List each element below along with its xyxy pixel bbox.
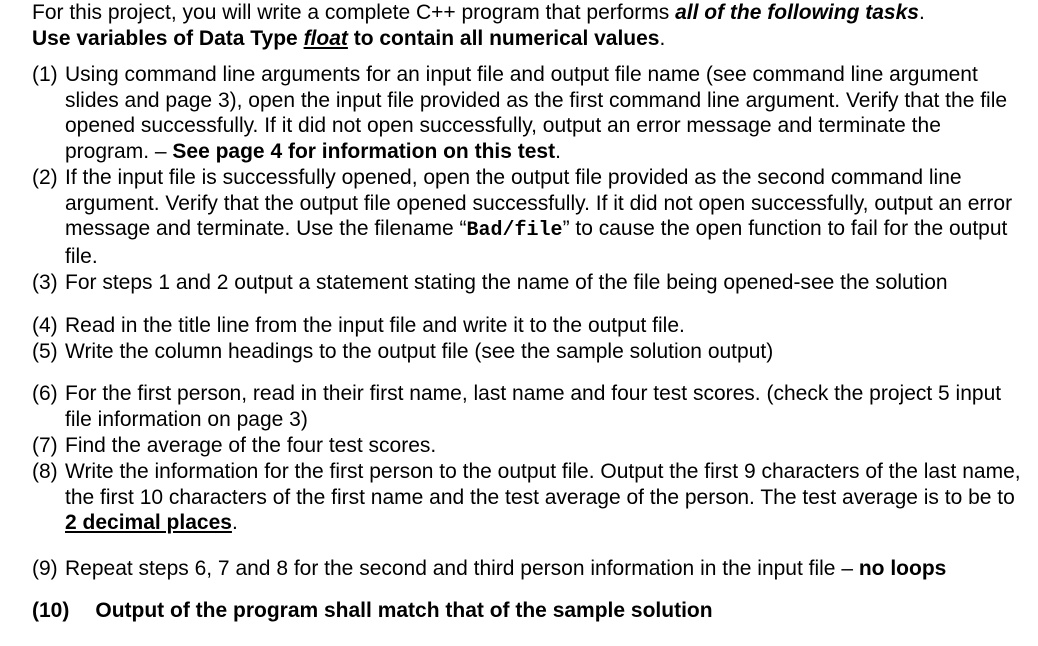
step-text (65, 459, 1022, 536)
data-type-text-end: to contain all numerical values (347, 27, 660, 50)
step-number: (10) (32, 599, 70, 622)
step-6 (32, 381, 1022, 432)
step-body-end: ” to cause the open function to fail for the output file. (65, 217, 1008, 268)
step-2 (32, 165, 1022, 269)
intro-line-2 (32, 26, 665, 52)
step-bold-note: See page 4 for information on this test (172, 139, 556, 163)
step-number: (2) (32, 166, 58, 189)
step-text: Read in the title line from the input file and write it to the output file. (65, 314, 685, 337)
step-period: . (231, 511, 238, 534)
step-8 (32, 459, 1022, 536)
step-body: Repeat steps 6, 7 and 8 for the second and third person information in the input file – (65, 557, 859, 580)
step-bold-underline: 2 decimal places (65, 511, 232, 534)
step-3 (32, 270, 1022, 296)
step-number: (7) (32, 434, 58, 457)
step-number: (9) (32, 557, 58, 580)
step-period: . (555, 139, 561, 163)
step-text (65, 62, 1022, 164)
step-4 (32, 313, 1022, 339)
intro-line-1 (32, 0, 925, 26)
intro-period: . (918, 1, 925, 24)
step-number: (4) (32, 314, 58, 337)
step-text: Output of the program shall match that of the sample solution (95, 599, 713, 622)
step-7 (32, 433, 1022, 459)
intro-emphasis: all of the following tasks (675, 1, 919, 24)
step-text (65, 556, 1022, 582)
data-type-text: Use variables of Data Type (32, 27, 304, 50)
step-body: Using command line arguments for an input file and output file name (see command line argument slides and page 3), open the input file provided as the first command line argument. Verify that the file opened successfully. If it did not open successfully, output an error message and terminate the program. – (65, 63, 1008, 163)
data-type-float: float (303, 27, 348, 50)
step-text: Write the column headings to the output file (see the sample solution output) (65, 340, 774, 363)
step-1 (32, 62, 1022, 164)
step-number: (8) (32, 460, 58, 483)
step-5 (32, 339, 1022, 365)
step-number: (6) (32, 382, 58, 405)
intro-text: For this project, you will write a complete C++ program that performs (32, 1, 676, 24)
data-type-period: . (659, 27, 666, 50)
step-10 (32, 598, 713, 624)
step-body: If the input file is successfully opened, open the output file provided as the second command line argument. Verify that the output file opened successfully. If it did not open successfully, output an error message and terminate. Use the filename “ (65, 166, 1013, 240)
step-body: Write the information for the first person to the output file. Output the first 9 characters of the last name, the first 10 characters of the first name and the test average of the person. The test average is to be to (65, 460, 1021, 509)
step-number: (1) (32, 63, 58, 86)
step-9 (32, 556, 1022, 582)
filename-code: Bad/file (466, 219, 563, 242)
step-text (65, 165, 1022, 269)
step-number: (3) (32, 271, 58, 294)
step-text: For steps 1 and 2 output a statement stating the name of the file being opened-see the solution (65, 271, 948, 294)
step-number: (5) (32, 340, 58, 363)
step-bold-note: no loops (858, 557, 947, 580)
step-text: Find the average of the four test scores. (65, 434, 437, 457)
step-text: For the first person, read in their first name, last name and four test scores. (check the project 5 input file information on page 3) (65, 382, 1002, 431)
